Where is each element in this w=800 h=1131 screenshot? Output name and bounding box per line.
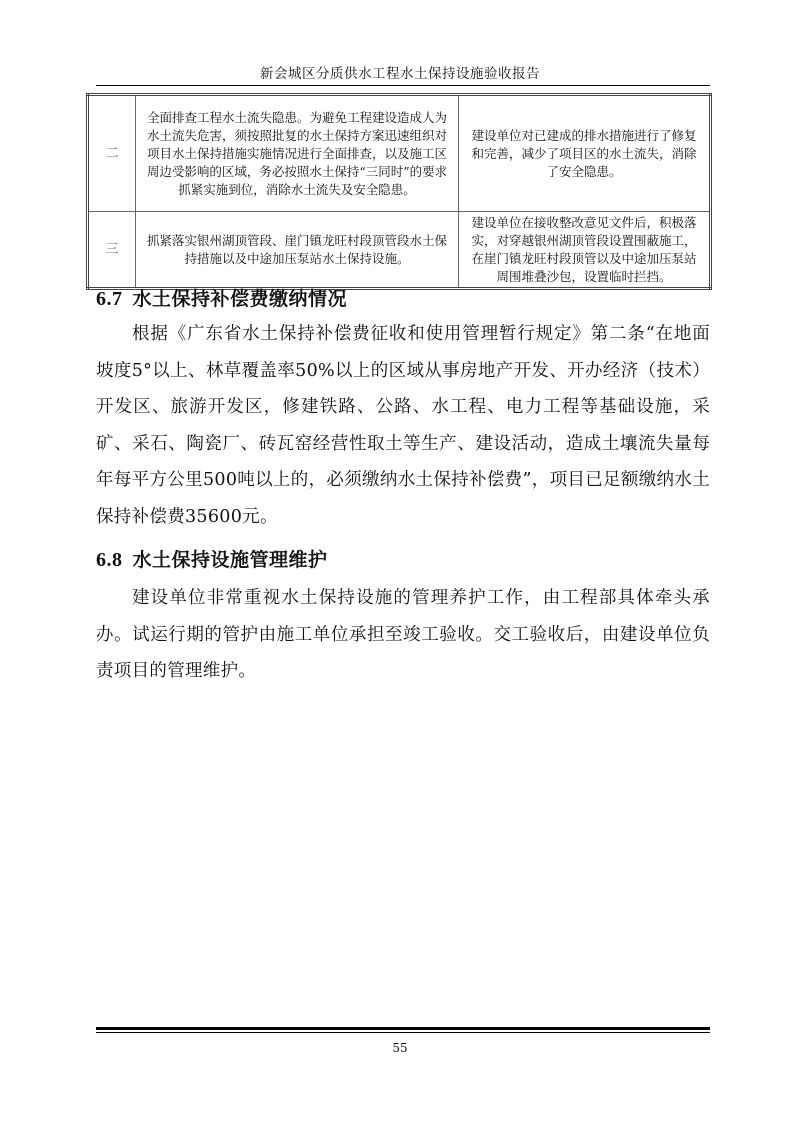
table-row [88, 212, 711, 289]
section-6-7-paragraph: 根据《广东省水土保持补偿费征收和使用管理暂行规定》第二条“在地面坡度5°以上、林草覆盖率50%以上的区域从事房地产开发、开办经济（技术）开发区、旅游开发区，修建铁路、公路、水工程、电力工程等基础设施，采矿、采石、陶瓷厂、砖瓦窑经营性取土等生产、建设活动，造成土壤流失量每年每平方公里500吨以上的，必须缴纳水土保持补偿费”，项目已足额缴纳水土保持补偿费35600元。 [96, 324, 710, 527]
footer-rule-thin [96, 1032, 710, 1033]
running-header-title: 新会城区分质供水工程水土保持设施验收报告 [260, 66, 540, 82]
rectification-requirement: 抓紧落实银州湖顶管段、崖门镇龙旺村段顶管段水土保持措施以及中途加压泵站水土保持设施。 [136, 212, 459, 289]
rectification-requirement: 全面排查工程水土流失隐患。为避免工程建设造成人为水土流失危害，须按照批复的水土保持方案迅速组织对项目水土保持措施实施情况进行全面排查，以及施工区周边受影响的区域，务必按照水土保持“三同时”的要求抓紧实施到位，消除水土流失及安全隐患。 [136, 95, 459, 212]
section-title: 水土保持补偿费缴纳情况 [132, 288, 348, 310]
section-title: 水土保持设施管理维护 [132, 549, 328, 571]
row-index: 三 [88, 212, 136, 289]
section-6-8-paragraph: 建设单位非常重视水土保持设施的管理养护工作，由工程部具体牵头承办。试运行期的管护由施工单位承担至竣工验收。交工验收后，由建设单位负责项目的管理维护。 [96, 588, 710, 681]
implementation-result: 建设单位对已建成的排水措施进行了修复和完善，减少了项目区的水土流失，消除了安全隐患。 [459, 95, 711, 212]
page-number: 55 [392, 1041, 408, 1055]
section-heading-6-8 [96, 545, 328, 572]
section-number: 6.8 [96, 549, 123, 571]
section-heading-6-7 [96, 284, 347, 311]
row-index: 二 [88, 95, 136, 212]
table-row [88, 95, 711, 212]
rectification-measures-table [86, 93, 712, 290]
implementation-result: 建设单位在接收整改意见文件后，积极落实，对穿越银州湖顶管段设置围蔽施工，在崖门镇龙旺村段顶管以及中途加压泵站周围堆叠沙包，设置临时拦挡。 [459, 212, 711, 289]
section-number: 6.7 [96, 288, 123, 310]
header-rule [96, 85, 710, 86]
footer-rule [96, 1027, 710, 1030]
